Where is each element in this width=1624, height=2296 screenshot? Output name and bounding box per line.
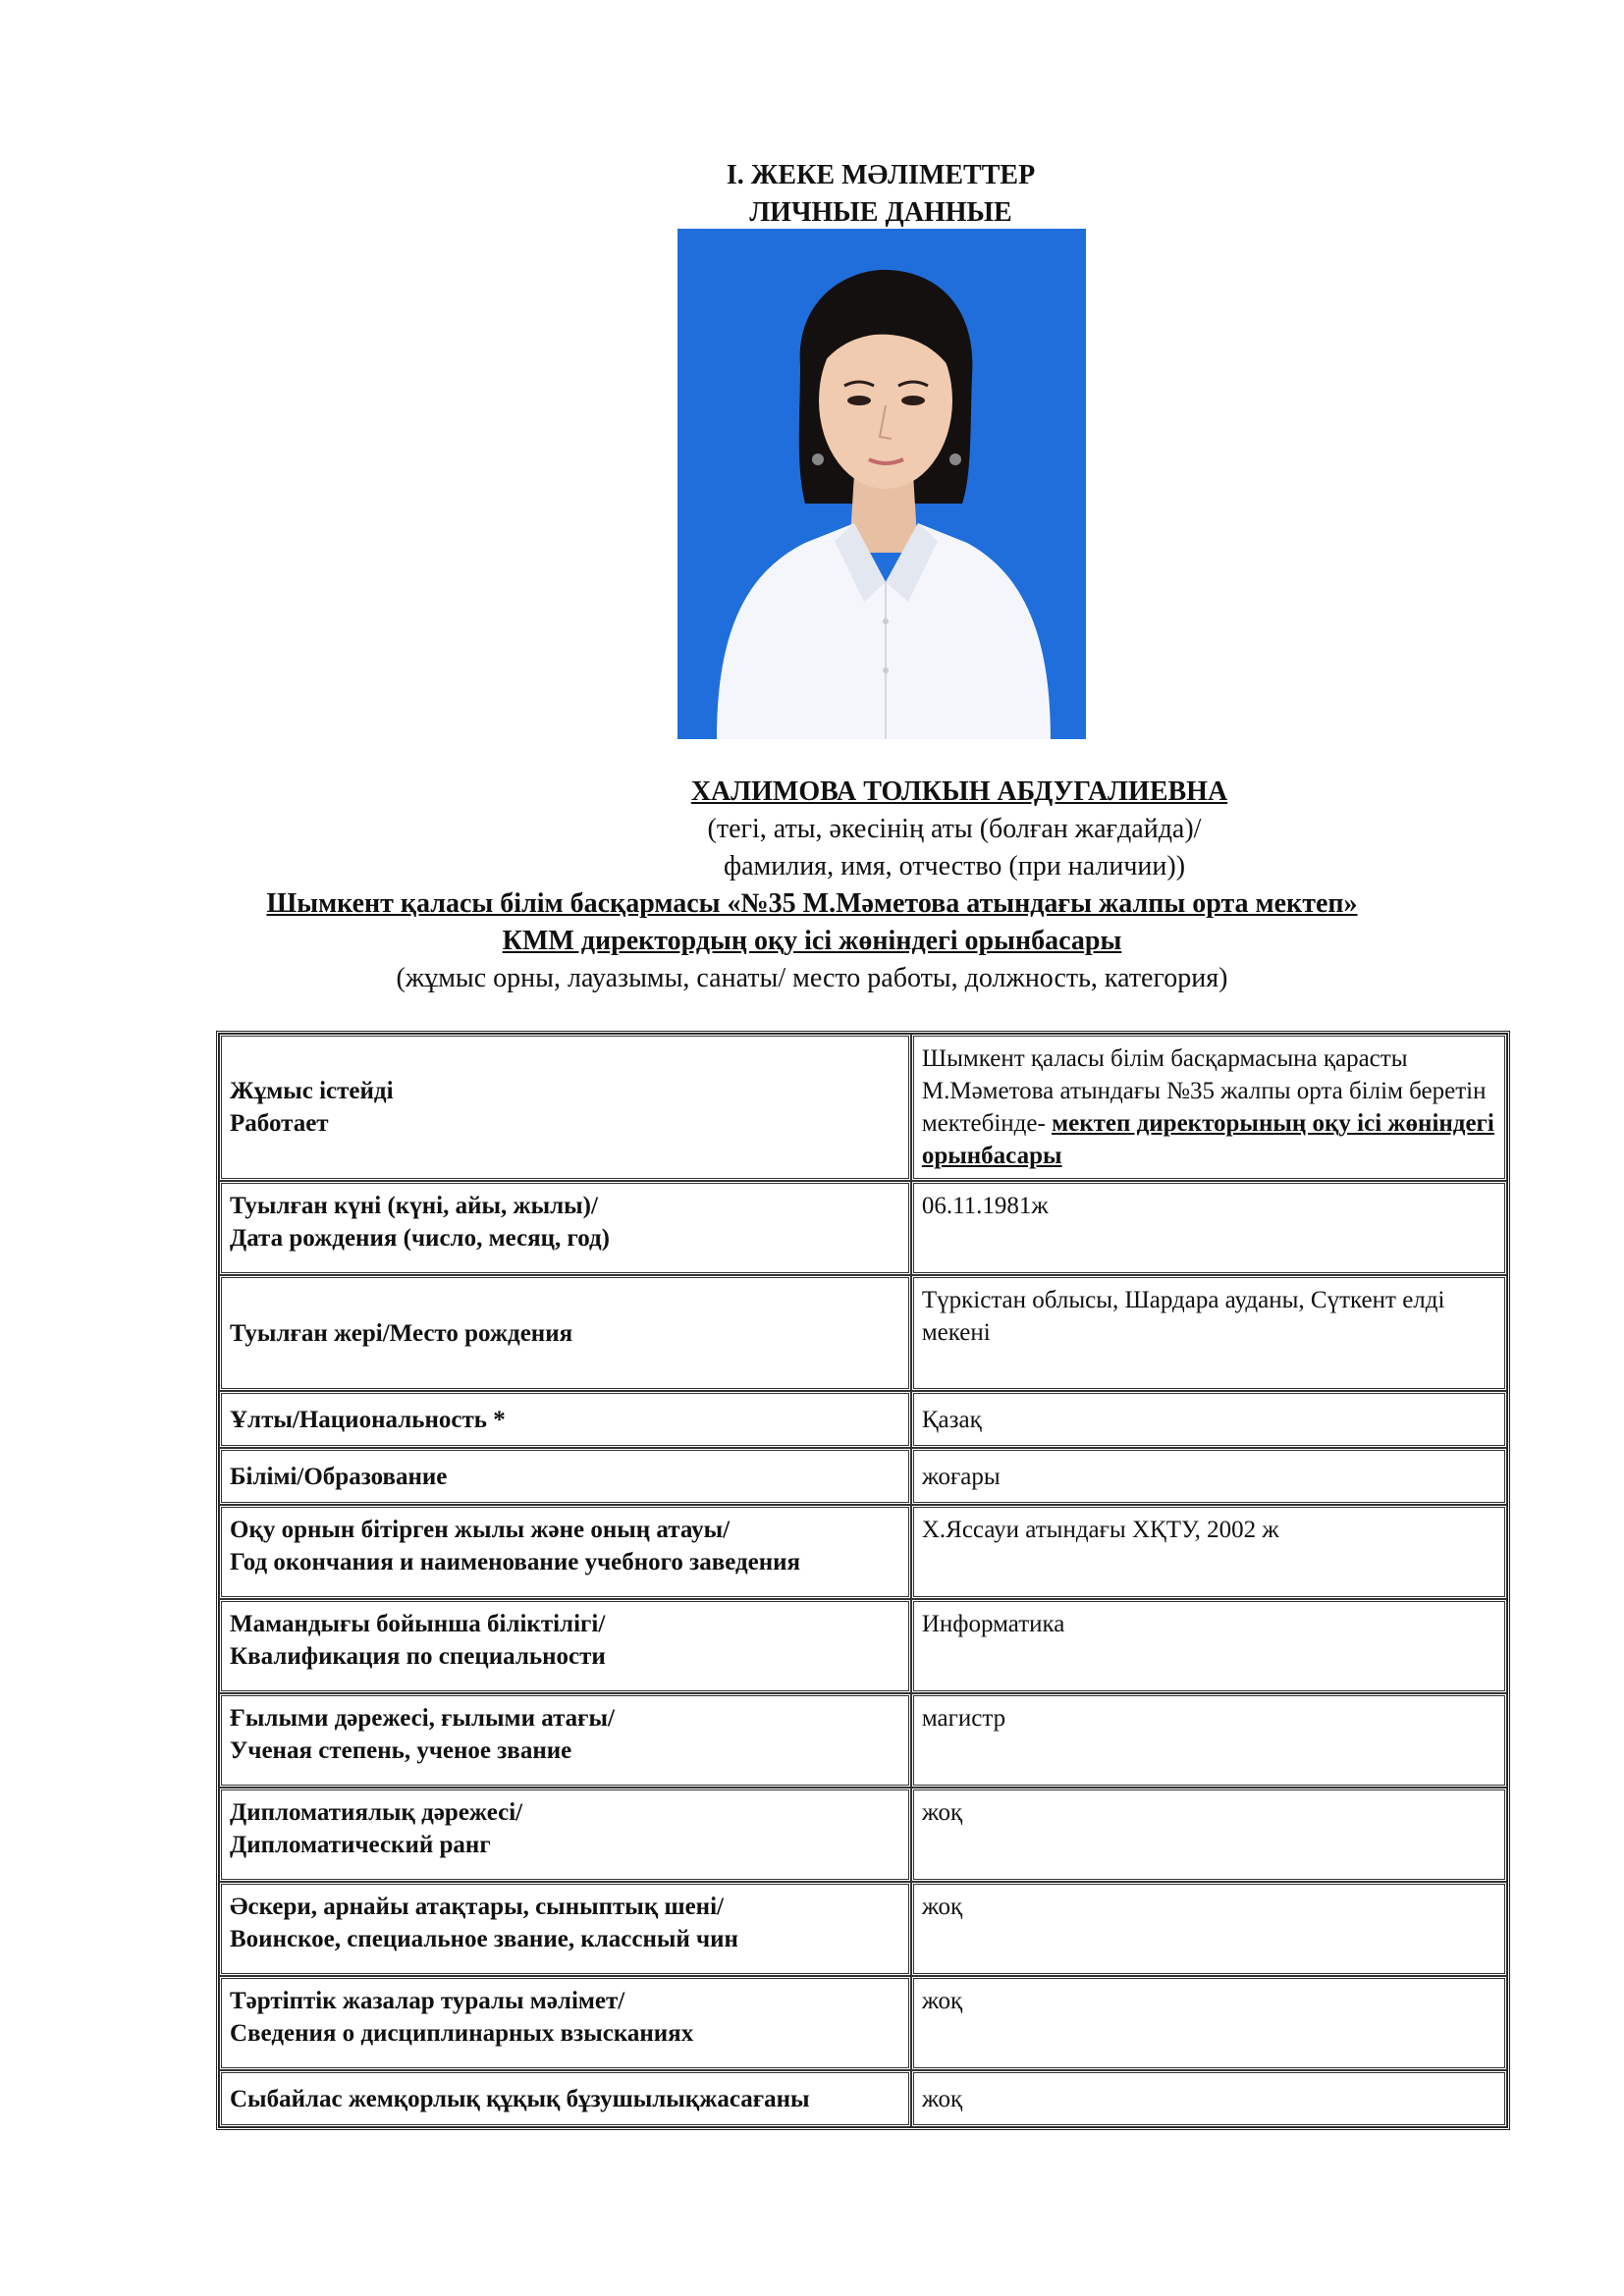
table-row [219,1599,1507,1693]
label-kz: Туылған күні (күні, айы, жылы)/ [230,1193,598,1219]
row-label [219,1505,911,1599]
row-label: Сыбайлас жемқорлық құқық бұзушылықжасағаны [219,2070,911,2127]
row-value [911,1034,1507,1181]
row-label: Білімі/Образование [219,1448,911,1505]
row-label [219,1882,911,1976]
label-kz: Тәртіптік жазалар туралы мәлімет/ [230,1988,625,2014]
row-label [219,1976,911,2070]
label-kz: Оқу орнын бітірген жылы және оның атауы/ [230,1517,731,1543]
name-hint-ru: фамилия, имя, отчество (при наличии)) [723,851,1186,881]
row-value: жоқ [911,1882,1507,1976]
workplace-line-1: Шымкент қаласы білім басқармасы «№35 М.Мәметова атындағы жалпы орта мектеп» [266,888,1358,919]
row-value: жоқ [911,1788,1507,1882]
row-value: жоқ [911,2070,1507,2127]
label-kz: Ғылыми дәрежесі, ғылыми атағы/ [230,1705,615,1732]
label-ru: Дата рождения (число, месяц, год) [230,1225,611,1252]
heading-kz: I. ЖЕКЕ МӘЛІМЕТТЕР [726,160,1036,190]
workplace-hint: (жұмыс орны, лауазымы, санаты/ место работы, должность, категория) [396,963,1228,993]
row-value: Түркістан облысы, Шардара ауданы, Сүткент елді мекені [911,1275,1507,1391]
label-ru: Год окончания и наименование учебного заведения [230,1549,801,1575]
row-label [219,1788,911,1882]
table-row [219,1882,1507,1976]
table-row [219,1391,1507,1448]
label-ru: Квалификация по специальности [230,1643,606,1670]
full-name: ХАЛИМОВА ТОЛКЫН АБДУГАЛИЕВНА [690,776,1228,807]
workplace-line-2: КММ директордың оқу ісі жөніндегі орынбасары [502,926,1122,956]
table-row [219,1448,1507,1505]
row-label: Ұлты/Национальность * [219,1391,911,1448]
row-value: магистр [911,1693,1507,1788]
row-label [219,1034,911,1181]
label-kz: Әскери, арнайы атақтары, сыныптық шені/ [230,1894,724,1920]
section-heading [0,157,1624,232]
value-text: Шымкент қаласы білім басқармасына қарасты М.Мәметова атындағы №35 жалпы орта білім беретін мектебінде- [921,1045,1487,1137]
label-ru: Дипломатический ранг [230,1832,491,1858]
row-value: Х.Яссауи атындағы ХҚТУ, 2002 ж [911,1505,1507,1599]
table-row [219,2070,1507,2127]
portrait-photo [677,229,1086,739]
personal-data-table [216,1031,1510,2130]
label-ru: Сведения о дисциплинарных взысканиях [230,2020,694,2047]
label-kz: Мамандығы бойынша біліктілігі/ [230,1611,606,1637]
label-ru: Воинское, специальное звание, классный чин [230,1926,738,1952]
label-kz: Дипломатиялық дәрежесі/ [230,1799,523,1826]
label-ru: Работает [230,1110,329,1137]
row-value: Информатика [911,1599,1507,1693]
row-value: Қазақ [911,1391,1507,1448]
label-ru: Ученая степень, ученое звание [230,1737,572,1764]
table-row [219,1181,1507,1275]
name-hint-kz: (тегі, аты, әкесінің аты (болған жағдайда)/ [707,814,1202,844]
row-value: жоғары [911,1448,1507,1505]
table-row [219,1693,1507,1788]
row-value: жоқ [911,1976,1507,2070]
heading-ru: ЛИЧНЫЕ ДАННЫЕ [749,197,1012,228]
row-label [219,1693,911,1788]
row-label [219,1599,911,1693]
table-row [219,1788,1507,1882]
table-row [219,1505,1507,1599]
table-row [219,1034,1507,1181]
table-row [219,1275,1507,1391]
label-kz: Жұмыс істейді [230,1078,394,1104]
row-label [219,1181,911,1275]
table-row [219,1976,1507,2070]
portrait-illustration [677,229,1086,739]
value-position: мектеп директорының оқу ісі жөніндегі орынбасары [921,1110,1494,1169]
person-info-block [0,774,1624,997]
row-label: Туылған жері/Место рождения [219,1275,911,1391]
row-value: 06.11.1981ж [911,1181,1507,1275]
